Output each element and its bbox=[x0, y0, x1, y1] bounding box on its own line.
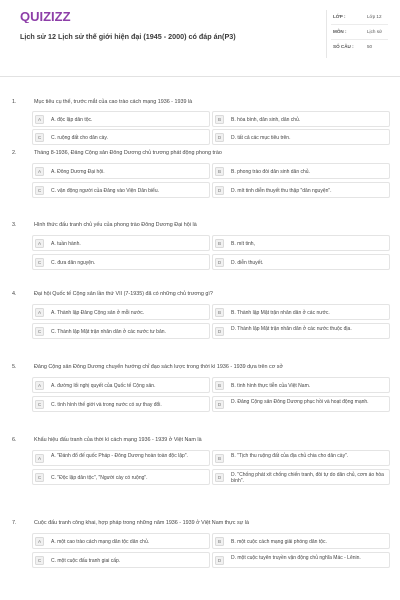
option-text: B. Thành lập Mặt trận nhân dân ở các nước. bbox=[231, 310, 330, 316]
option-text: D. một cuộc tuyên truyền vận động chủ nghĩa Mác - Lênin. bbox=[231, 555, 361, 561]
option-text: A. Thành lập Đảng Cộng sản ở mỗi nước. bbox=[51, 310, 145, 316]
option-b[interactable] bbox=[212, 304, 390, 320]
option-text: A. Đông Dương Đại hội. bbox=[51, 169, 105, 175]
option-b[interactable] bbox=[212, 450, 390, 466]
option-letter-badge: C bbox=[35, 400, 44, 409]
option-b[interactable] bbox=[212, 377, 390, 393]
option-letter-badge: C bbox=[35, 473, 44, 482]
meta-row-subject bbox=[331, 25, 388, 40]
option-text: A. một cao trào cách mạng dân tộc dân chủ. bbox=[51, 539, 150, 545]
option-text: D. Đảng Cộng sản Đông Dương phục hồi và hoạt động mạnh. bbox=[231, 399, 369, 405]
question-number: 4. bbox=[12, 291, 17, 297]
question-text: Cuộc đấu tranh công khai, hợp pháp trong những năm 1936 - 1939 ở Việt Nam thực sự là bbox=[34, 520, 249, 526]
question-number: 6. bbox=[12, 437, 17, 443]
option-letter-badge: D bbox=[215, 186, 224, 195]
option-letter-badge: A bbox=[35, 454, 44, 463]
option-letter-badge: A bbox=[35, 239, 44, 248]
meta-value-class: Lớp 12 bbox=[367, 14, 382, 19]
option-letter-badge: B bbox=[215, 308, 224, 317]
option-letter-badge: B bbox=[215, 381, 224, 390]
question-text: Mục tiêu cụ thể, trước mắt của cao trào cách mạng 1936 - 1939 là bbox=[34, 99, 193, 105]
option-c[interactable] bbox=[32, 396, 210, 412]
option-d[interactable] bbox=[212, 469, 390, 485]
option-letter-badge: A bbox=[35, 537, 44, 546]
option-text: C. "Độc lập dân tộc", "Người cày có ruộng". bbox=[51, 475, 148, 481]
option-c[interactable] bbox=[32, 129, 210, 145]
meta-row-class bbox=[331, 10, 388, 25]
question-number: 5. bbox=[12, 364, 17, 370]
option-letter-badge: A bbox=[35, 115, 44, 124]
option-text: D. diễn thuyết. bbox=[231, 260, 264, 266]
option-text: B. "Tịch thu ruộng đất của địa chủ chia cho dân cày". bbox=[231, 453, 349, 459]
question-text: Hình thức đấu tranh chủ yếu của phong trào Đông Dương Đại hội là bbox=[34, 222, 197, 228]
option-d[interactable] bbox=[212, 323, 390, 339]
option-letter-badge: D bbox=[215, 327, 224, 336]
option-letter-badge: B bbox=[215, 239, 224, 248]
option-a[interactable] bbox=[32, 533, 210, 549]
option-letter-badge: C bbox=[35, 327, 44, 336]
worksheet-title: Lịch sử 12 Lịch sử thế giới hiện đại (1945 - 2000) có đáp án(P3) bbox=[20, 32, 236, 41]
option-letter-badge: D bbox=[215, 400, 224, 409]
option-text: A. độc lập dân tộc. bbox=[51, 117, 93, 123]
option-d[interactable] bbox=[212, 129, 390, 145]
option-text: C. Thành lập Mặt trận nhân dân ở các nước tư bản. bbox=[51, 329, 166, 335]
option-text: B. phong trào đòi dân sinh dân chủ. bbox=[231, 169, 310, 175]
option-a[interactable] bbox=[32, 163, 210, 179]
option-text: C. vận động người của Đảng vào Viện Dân biểu. bbox=[51, 188, 159, 194]
option-letter-badge: C bbox=[35, 186, 44, 195]
meta-value-question-count: 50 bbox=[367, 44, 373, 49]
option-c[interactable] bbox=[32, 254, 210, 270]
option-letter-badge: C bbox=[35, 258, 44, 267]
option-letter-badge: B bbox=[215, 115, 224, 124]
option-b[interactable] bbox=[212, 235, 390, 251]
option-b[interactable] bbox=[212, 111, 390, 127]
meta-value-subject: Lịch sử bbox=[367, 29, 383, 34]
option-text: D. tất cả các mục tiêu trên. bbox=[231, 135, 291, 141]
option-d[interactable] bbox=[212, 396, 390, 412]
option-a[interactable] bbox=[32, 450, 210, 466]
option-b[interactable] bbox=[212, 533, 390, 549]
question-text: Đảng Cộng sản Đông Dương chuyển hướng chỉ đạo sách lược trong thời kì 1936 - 1939 dựa trên cơ sở bbox=[34, 364, 284, 370]
option-text: B. tình hình thực tiễn của Việt Nam. bbox=[231, 383, 311, 389]
quizizz-logo bbox=[20, 9, 80, 23]
option-letter-badge: D bbox=[215, 258, 224, 267]
question-number: 3. bbox=[12, 222, 17, 228]
option-text: A. đường lối nghị quyết của Quốc tế Cộng sản. bbox=[51, 383, 156, 389]
option-b[interactable] bbox=[212, 163, 390, 179]
option-d[interactable] bbox=[212, 552, 390, 568]
option-text: D. mít tinh diễn thuyết thu thập "dân nguyện". bbox=[231, 188, 332, 194]
option-a[interactable] bbox=[32, 304, 210, 320]
option-text: C. đưa dân nguyện. bbox=[51, 260, 96, 266]
option-text: D. "Chống phát xít chống chiến tranh, đòi tự do dân chủ, cơm áo hòa bình". bbox=[231, 472, 384, 484]
question-number: 1. bbox=[12, 99, 17, 105]
option-text: C. tình hình thế giới và trong nước có sự thay đổi. bbox=[51, 402, 162, 408]
option-a[interactable] bbox=[32, 377, 210, 393]
option-a[interactable] bbox=[32, 111, 210, 127]
option-letter-badge: A bbox=[35, 167, 44, 176]
option-text: C. một cuộc đấu tranh giai cấp. bbox=[51, 558, 121, 564]
option-text: B. hòa bình, dân sinh, dân chủ. bbox=[231, 117, 301, 123]
option-c[interactable] bbox=[32, 469, 210, 485]
option-letter-badge: D bbox=[215, 556, 224, 565]
svg-text:QUIZIZZ: QUIZIZZ bbox=[20, 9, 71, 23]
option-a[interactable] bbox=[32, 235, 210, 251]
option-text: A. tuần hành. bbox=[51, 241, 81, 247]
option-text: A. "Đánh đổ đế quốc Pháp - Đông Dương hoàn toàn độc lập". bbox=[51, 453, 188, 459]
option-c[interactable] bbox=[32, 182, 210, 198]
question-number: 2. bbox=[12, 150, 17, 156]
option-letter-badge: A bbox=[35, 308, 44, 317]
option-d[interactable] bbox=[212, 182, 390, 198]
meta-row-question-count bbox=[331, 40, 388, 55]
option-letter-badge: A bbox=[35, 381, 44, 390]
option-text: D. Thành lập Mặt trận nhân dân ở các nước thuộc địa. bbox=[231, 326, 352, 332]
header-divider bbox=[0, 76, 400, 77]
option-letter-badge: B bbox=[215, 537, 224, 546]
option-text: C. ruộng đất cho dân cày. bbox=[51, 135, 108, 141]
worksheet-meta bbox=[326, 10, 388, 58]
option-letter-badge: C bbox=[35, 133, 44, 142]
option-c[interactable] bbox=[32, 552, 210, 568]
option-letter-badge: B bbox=[215, 454, 224, 463]
option-letter-badge: D bbox=[215, 133, 224, 142]
option-text: B. một cuộc cách mạng giải phóng dân tộc. bbox=[231, 539, 327, 545]
question-text: Khẩu hiệu đấu tranh của thời kì cách mạng 1936 - 1939 ở Việt Nam là bbox=[34, 437, 202, 443]
question-text: Tháng 8-1936, Đảng Cộng sản Đông Dương chủ trương phát động phong trào bbox=[34, 150, 222, 156]
option-letter-badge: C bbox=[35, 556, 44, 565]
option-c[interactable] bbox=[32, 323, 210, 339]
meta-label-class: LỚP : bbox=[333, 14, 346, 19]
option-d[interactable] bbox=[212, 254, 390, 270]
question-number: 7. bbox=[12, 520, 17, 526]
option-text: B. mít tinh, bbox=[231, 241, 255, 247]
option-letter-badge: D bbox=[215, 473, 224, 482]
worksheet-header bbox=[0, 0, 400, 64]
question-text: Đại hội Quốc tế Cộng sản lần thứ VII (7-1935) đã có những chủ trương gì? bbox=[34, 291, 213, 297]
meta-label-subject: MÔN : bbox=[333, 29, 347, 34]
meta-label-question-count: SỐ CÂU : bbox=[333, 44, 354, 49]
option-letter-badge: B bbox=[215, 167, 224, 176]
